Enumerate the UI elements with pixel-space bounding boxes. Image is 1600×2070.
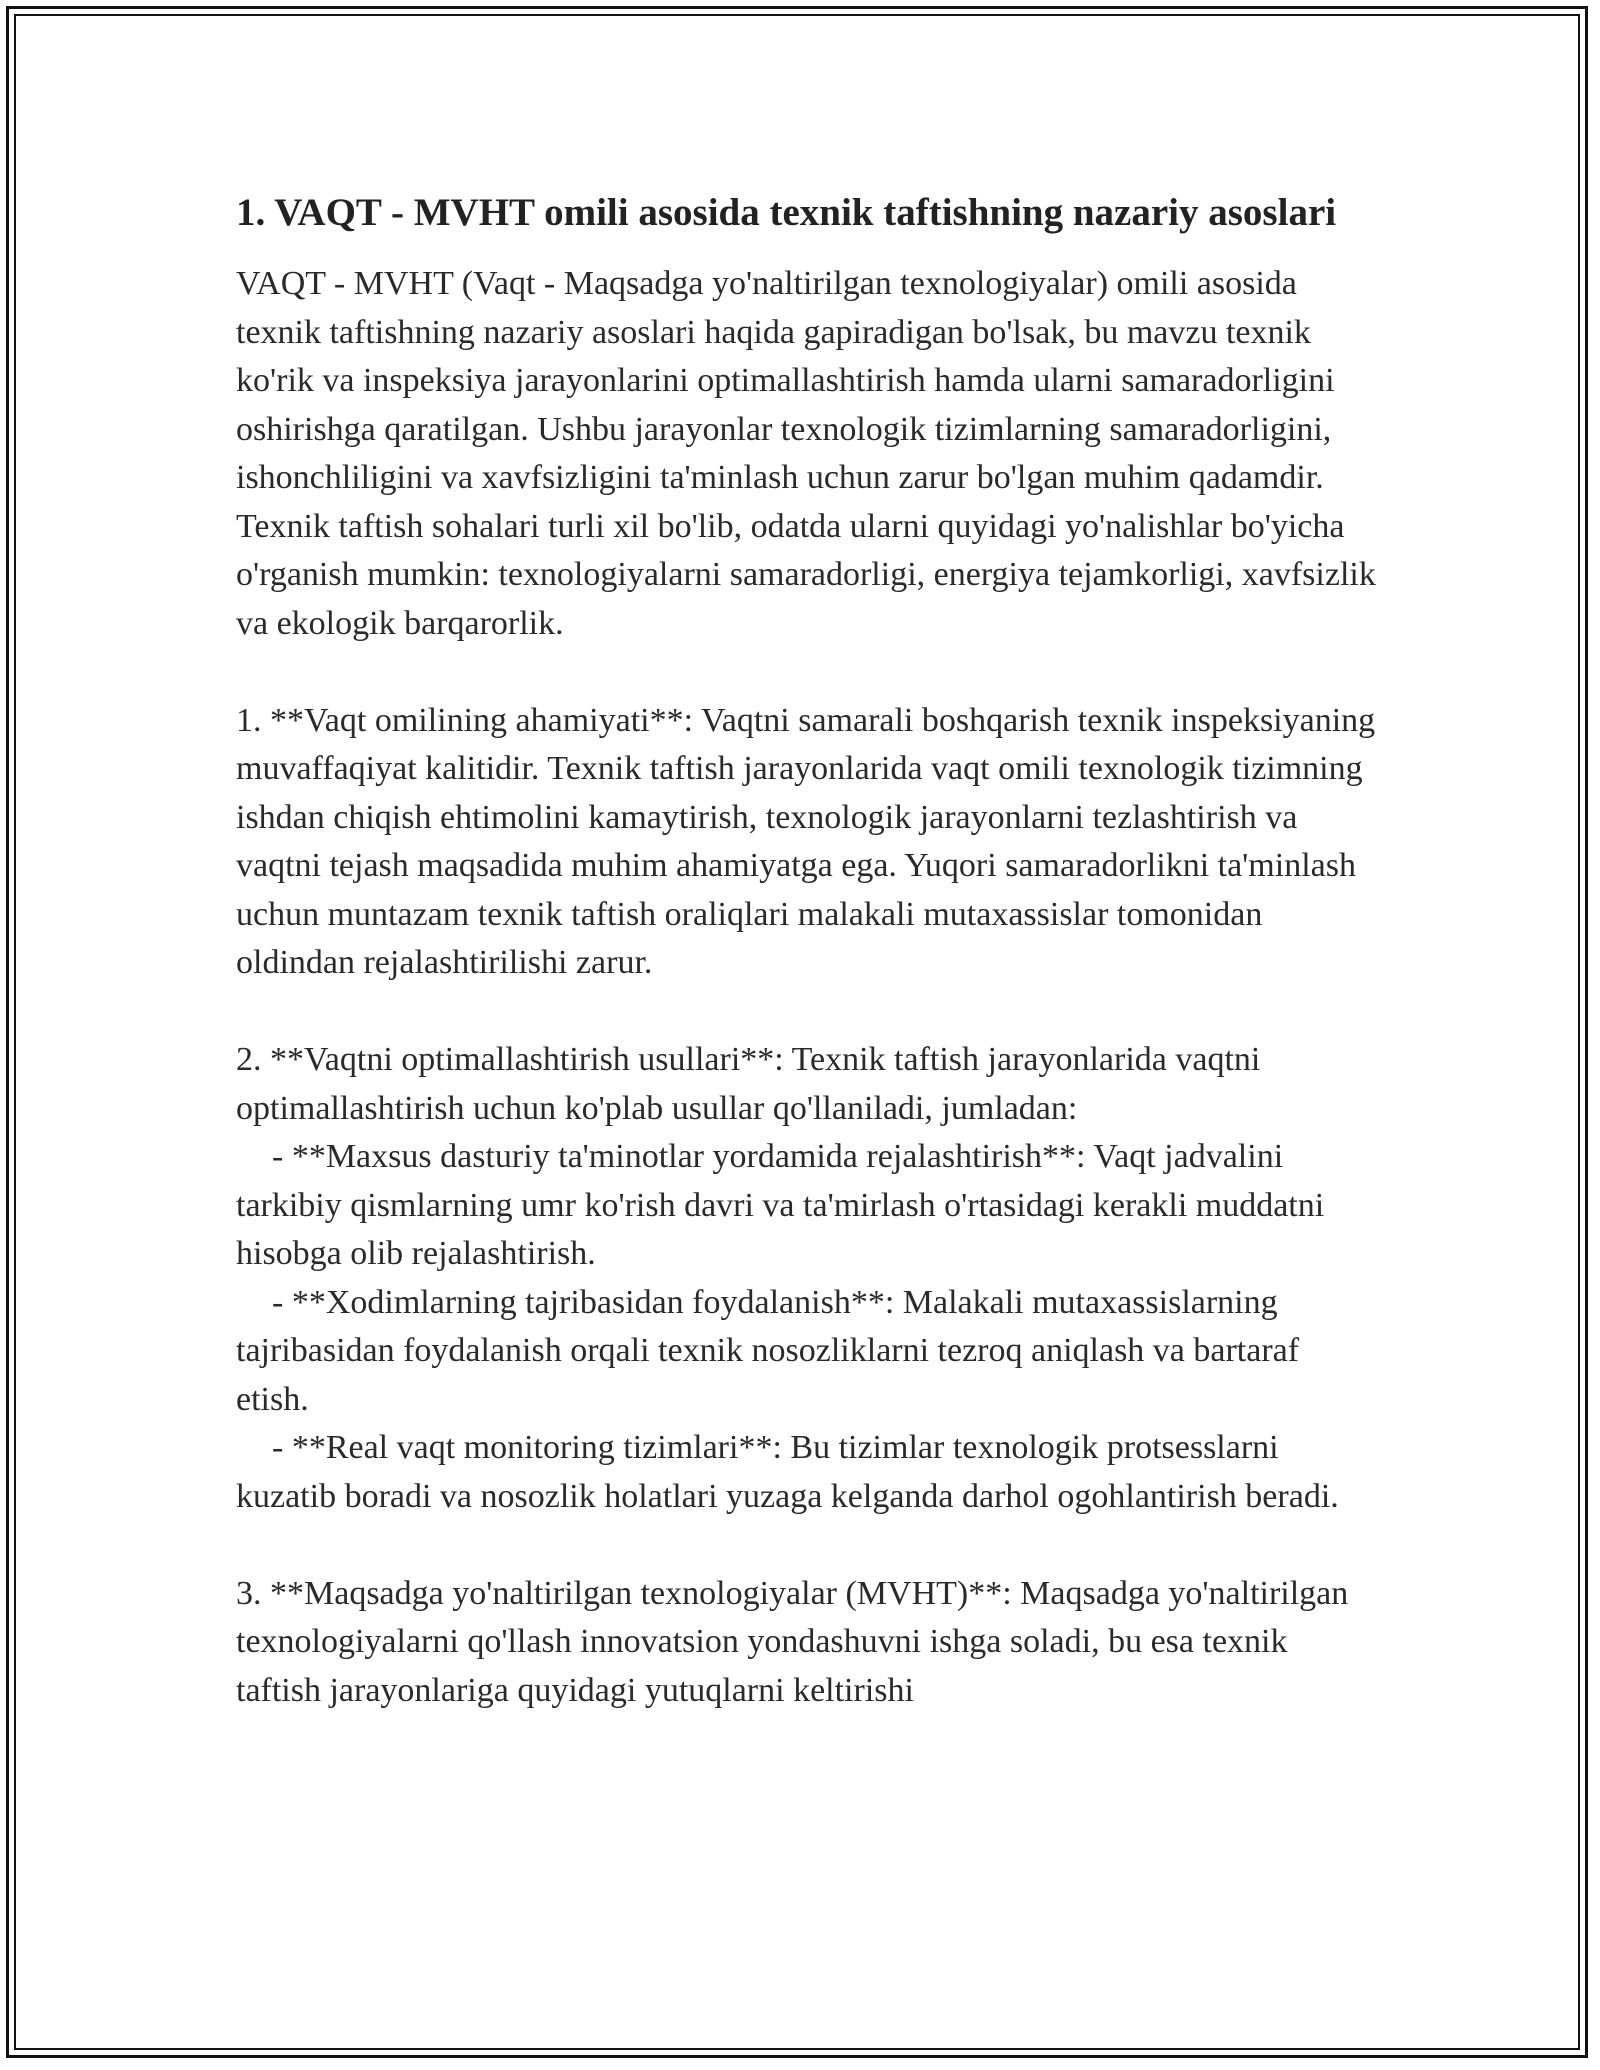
document-title: 1. VAQT - MVHT omili asosida texnik taftishning nazariy asoslari	[236, 191, 1337, 234]
section-3-paragraph: 3. **Maqsadga yo'naltirilgan texnologiyalar (MVHT)**: Maqsadga yo'naltirilgan texnologiyalarni qo'llash innovatsion yondashuvni ishga soladi, bu esa texnik taftish jarayonlariga quyidagi yutuqlarni keltirishi	[236, 1574, 1349, 1709]
paragraph-spacer	[236, 988, 1376, 1037]
section-2-item	[236, 1424, 1376, 1521]
section-1-paragraph: 1. **Vaqt omilining ahamiyati**: Vaqtni samarali boshqarish texnik inspeksiyaning muvaffaqiyat kalitidir. Texnik taftish jarayonlarida vaqt omili texnologik tizimning ishdan chiqish ehtimolini kamaytirish, texnologik jarayonlarni tezlashtirish va vaqtni tejash maqsadida muhim ahamiyatga ega. Yuqori samaradorlikni ta'minlash uchun muntazam texnik taftish oraliqlari malakali mutaxassislar tomonidan oldindan rejalashtirilishi zarur.	[236, 701, 1376, 981]
paragraph-spacer	[236, 1521, 1376, 1570]
section-2-item-text: - **Maxsus dasturiy ta'minotlar yordamida rejalashtirish**: Vaqt jadvalini tarkibiy qismlarning umr ko'rish davri va ta'mirlash o'rtasidagi kerakli muddatni hisobga olib rejalashtirish.	[236, 1138, 1325, 1272]
section-2-intro: 2. **Vaqtni optimallashtirish usullari**: Texnik taftish jarayonlarida vaqtni optimallashtirish uchun ko'plab usullar qo'llaniladi, jumladan:	[236, 1041, 1261, 1127]
paragraph-spacer	[236, 648, 1376, 697]
section-2-item-text: - **Real vaqt monitoring tizimlari**: Bu tizimlar texnologik protsesslarni kuzatib boradi va nosozlik holatlari yuzaga kelganda darhol ogohlantirish beradi.	[236, 1429, 1339, 1515]
section-2-item	[236, 1133, 1376, 1279]
intro-paragraph: VAQT - MVHT (Vaqt - Maqsadga yo'naltirilgan texnologiyalar) omili asosida texnik taftishning nazariy asoslari haqida gapiradigan bo'lsak, bu mavzu texnik ko'rik va inspeksiya jarayonlarini optimallashtirish hamda ularni samaradorligini oshirishga qaratilgan. Ushbu jarayonlar texnologik tizimlarning samaradorligini, ishonchliligini va xavfsizligini ta'minlash uchun zarur bo'lgan muhim qadamdir. Texnik taftish sohalari turli xil bo'lib, odatda ularni quyidagi yo'nalishlar bo'yicha o'rganish mumkin: texnologiyalarni samaradorligi, energiya tejamkorligi, xavfsizlik va ekologik barqarorlik.	[236, 265, 1376, 642]
section-2-item-text: - **Xodimlarning tajribasidan foydalanish**: Malakali mutaxassislarning tajribasidan foydalanish orqali texnik nosozliklarni tezroq aniqlash va bartaraf etish.	[236, 1283, 1300, 1418]
document-body	[236, 186, 1376, 1715]
section-2-item	[236, 1279, 1376, 1425]
